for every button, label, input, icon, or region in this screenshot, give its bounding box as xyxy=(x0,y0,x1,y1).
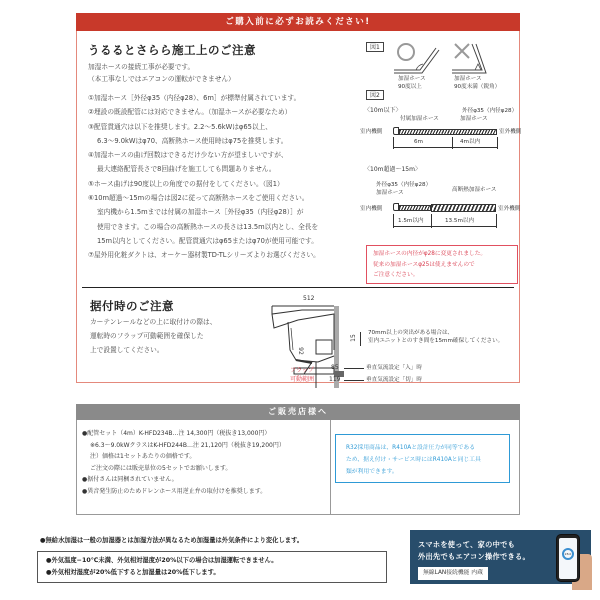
flap-range-label xyxy=(290,366,314,384)
dim-85: 85 xyxy=(331,364,339,371)
dim-92: 92 xyxy=(296,347,304,355)
caption-line: 90度未満（鋭角） xyxy=(454,84,501,90)
wifi-promo-banner xyxy=(410,530,591,584)
dim-tick xyxy=(496,214,497,228)
note-item-6-cont: 使用できます。この場合の高断熱ホースの長さは13.5m以内とし、全長を xyxy=(97,222,319,231)
condition-line: ●外気温度−10℃未満、外気相対湿度が20%以下の場合は加湿運転できません。 xyxy=(46,557,278,564)
caption-line: 加湿ホース xyxy=(398,76,426,82)
dealer-column-divider xyxy=(330,420,331,515)
promo-line-2: 外出先でもエアコン操作できる。 xyxy=(418,552,530,561)
note-item-1: ①加湿ホース［外径φ35（内径φ28）、6m］が標準付属されています。 xyxy=(88,94,301,102)
case2-len2: 13.5m以内 xyxy=(445,218,475,224)
flap-label-line: フラップ xyxy=(290,367,314,374)
dealer-info-list xyxy=(82,428,285,497)
case2-indoor: 室内機側 xyxy=(360,206,383,212)
note-item-3-cont: 6.3～9.0kWはφ70、高断熱ホース使用時はφ75を推奨します。 xyxy=(97,136,288,145)
case1-hose-name: 加湿ホース xyxy=(460,116,488,122)
condition-line: ●外気相対湿度が20%低下すると加湿量は20%低下します。 xyxy=(46,569,220,576)
note-item-2: ②埋設の既設配管には対応できません。（加湿ホースが必要なため） xyxy=(88,108,292,117)
note-item-5: ⑤ホース曲げは90度以上の角度での据付をしてください。（図1） xyxy=(88,179,284,188)
dim-15: 15 xyxy=(349,334,357,342)
case2-attached-hose xyxy=(399,205,431,211)
case1-attached-hose: 付属加湿ホース xyxy=(400,116,439,122)
cross-ng-icon xyxy=(450,40,500,76)
note-item-3: ③配管貫通穴は以下を推奨します。2.2～5.6kWはφ65以上、 xyxy=(88,122,272,131)
airflow-on-label: 垂直気流設定「入」時 xyxy=(366,365,422,371)
protrusion-note xyxy=(368,329,503,345)
case1-title: 〈10m以下〉 xyxy=(364,107,402,114)
dealer-line-pipe-set: ●配管セット（4m）K-HFD234B…注 14,300円（税抜き13,000円） xyxy=(82,430,271,437)
case2-outdoor: 室外機側 xyxy=(498,206,521,212)
dealer-line-not-included: ●据付さんは同梱されていません。 xyxy=(82,476,178,483)
mounting-line: 上で設置してください。 xyxy=(90,346,164,354)
humidification-conditions-box xyxy=(37,551,387,583)
intro-line: （本工事なしではエアコンの運転ができません） xyxy=(88,75,235,83)
note-item-6-cont: 15m以内としてください。配管貫通穴はφ65またはφ70が使用可能です。 xyxy=(97,236,318,245)
dim-tick xyxy=(360,332,361,346)
circle-ok-icon xyxy=(392,40,442,76)
note-item-6: ⑥10m超過～15mの場合は図2に従って高断熱ホースをご使用ください。 xyxy=(88,194,309,203)
dim-line xyxy=(393,147,497,148)
smartphone-hand-image xyxy=(550,534,594,588)
case1-hose-spec: 外径φ35（内径φ28） xyxy=(462,108,518,114)
mounting-line: カーテンレールなどの上に取付けの際は、 xyxy=(90,318,217,326)
dealer-line-order-unit: ご注文の際には販売単位の5セットでお願いします。 xyxy=(90,464,232,472)
case2-hose-spec: 外径φ35（内径φ28） xyxy=(376,182,432,188)
r32-note-line: R32採用商品は、R410Aと設計圧力が同等である xyxy=(346,445,476,451)
dim-119: 119 xyxy=(329,376,341,383)
mounting-text xyxy=(90,315,216,357)
mounting-line: 運転時のフラップ可動範囲を確保した xyxy=(90,332,204,340)
installation-notes-list xyxy=(88,91,320,263)
note-item-6-cont: 室内機から1.5mまでは付属の加湿ホース［外径φ35（内径φ28）］が xyxy=(97,208,304,217)
dealer-line-price-note: 注）価格は1セットあたりの価格です。 xyxy=(90,453,196,460)
notice-header: ご購入前に必ずお読みください! xyxy=(76,13,520,31)
figure-1-ng-diagram xyxy=(450,40,500,76)
r32-note-line: ため、据え付け・サービス時にはR410Aと同じ工具 xyxy=(346,457,481,463)
humidification-lead-note: ●無給水加湿は一般の加湿器とは加湿方法が異なるため加湿量は外気条件により変化します。 xyxy=(40,537,304,544)
promo-line-1: スマホを使って、家の中でも xyxy=(418,540,516,549)
dealer-line-large-class: ※6.3～9.0kWクラスはK-HFD244B…注 21,120円（税抜き19,200円） xyxy=(90,441,285,449)
case2-insulated-hose xyxy=(431,204,496,212)
flap-label-line: 可動範囲 xyxy=(290,376,315,383)
notice-line: ご注意ください。 xyxy=(373,272,419,278)
notice-line: 加湿ホースの内径がφ28に変更されました。 xyxy=(373,251,487,257)
note-item-4: ④加湿ホースの曲げ回数はできるだけ少ない方が望ましいですが、 xyxy=(88,151,288,160)
section-title-mounting: 据付時のご注意 xyxy=(90,299,174,313)
leader-line xyxy=(344,380,364,381)
r32-refrigerant-note xyxy=(335,434,510,483)
intro-text xyxy=(88,61,235,85)
figure-1-ok-caption xyxy=(398,75,426,91)
figure-2-label: 図2 xyxy=(366,90,384,100)
leader-line xyxy=(344,368,364,369)
dealer-header: ご販売店様へ xyxy=(76,404,520,420)
case1-outdoor: 室外機側 xyxy=(499,129,522,135)
section-divider xyxy=(82,287,514,288)
caption-line: 90度以上 xyxy=(398,84,422,90)
dim-tick xyxy=(497,137,498,149)
case2-hose-name: 加湿ホース xyxy=(376,190,404,196)
figure-1-label: 図1 xyxy=(366,42,384,52)
dim-line xyxy=(393,226,496,227)
dealer-line-check-valve: ●異音発生防止のためドレンホース用逆止弁の取付けを推奨します。 xyxy=(82,487,267,495)
case1-hose xyxy=(399,129,497,135)
r32-note-line: 類が利用できます。 xyxy=(346,469,398,475)
note-item-7: ⑦屋外用化粧ダクトは、オーケー器材製TD-TLシリーズよりお選びください。 xyxy=(88,251,320,260)
notice-line: 従来の加湿ホースφ25は使えませんので xyxy=(373,261,475,268)
case2-high-insulation-hose: 高断熱加湿ホース xyxy=(452,187,497,193)
airflow-off-label: 垂直気流設定「切」時 xyxy=(366,377,422,383)
phone-temp: 28.0 xyxy=(564,552,572,556)
case2-len1: 1.5m以内 xyxy=(398,218,424,224)
case1-len2: 4m以内 xyxy=(460,139,481,145)
note-line: 70mm以上の突出がある場合は、 xyxy=(368,330,454,336)
case1-len1: 6m xyxy=(414,139,424,145)
case1-indoor: 室内機側 xyxy=(360,129,383,135)
figure-1-ok-diagram xyxy=(392,40,442,76)
note-item-4-cont: 最大連絡配管長さで8回曲げを施工しても問題ありません。 xyxy=(97,165,276,174)
wifi-builtin-badge: 無線LAN接続機能 内蔵 xyxy=(418,567,488,580)
unit-width-512: 512 xyxy=(303,295,315,302)
phone-icon xyxy=(556,534,580,582)
case2-title: 〈10m超過～15m〉 xyxy=(364,166,421,173)
figure-1-ng-caption xyxy=(454,75,500,91)
phone-screen xyxy=(559,538,577,579)
intro-line: 加湿ホースの接続工事が必要です。 xyxy=(88,63,195,71)
hose-change-notice xyxy=(366,245,518,284)
caption-line: 加湿ホース xyxy=(454,76,482,82)
note-line: 室内ユニットとのすき間を15mm確保してください。 xyxy=(368,338,504,344)
section-title-installation: うるるとさらら施工上のご注意 xyxy=(88,43,256,57)
